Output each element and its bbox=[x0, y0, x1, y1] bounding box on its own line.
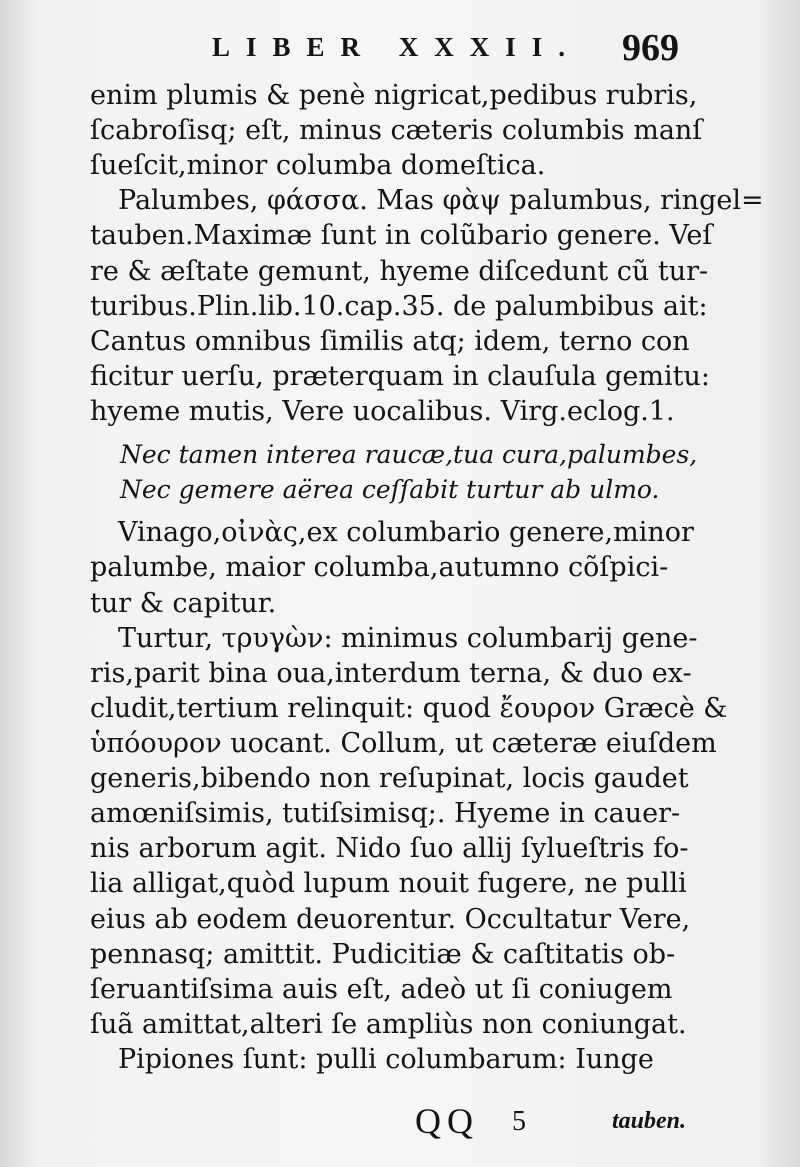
text-line: ὑπόουρον uocant. Collum, ut cæteræ eiuſdem bbox=[90, 728, 717, 759]
text-line: palumbe, maior columba,autumno cõſpici- bbox=[90, 552, 669, 583]
running-title: LIBER XXXII. bbox=[212, 32, 582, 62]
text-line: Pipiones ſunt: pulli columbarum: Iunge bbox=[118, 1044, 654, 1075]
text-line: hyeme mutis, Vere uocalibus. Virg.eclog.1. bbox=[90, 396, 675, 427]
page-number: 969 bbox=[622, 27, 679, 69]
signature-number: 5 bbox=[512, 1106, 526, 1137]
text-line: cludit,tertium relinquit: quod ἔουρον Græcè & bbox=[90, 693, 728, 724]
text-line: re & æſtate gemunt, hyeme diſcedunt cũ tur- bbox=[90, 256, 709, 287]
text-line: lia alligat,quòd lupum nouit fugere, ne pulli bbox=[90, 868, 687, 899]
verse-line: Nec tamen interea raucæ,tua cura,palumbes, bbox=[120, 440, 698, 469]
text-line: ſuã amittat,alteri ſe ampliùs non coniungat. bbox=[90, 1009, 687, 1040]
text-line: Cantus omnibus ſimilis atq; idem, terno con bbox=[90, 326, 690, 357]
signature-mark: QQ bbox=[415, 1101, 479, 1141]
text-line: ſueſcit,minor columba domeſtica. bbox=[90, 150, 546, 181]
text-line: turibus.Plin.lib.10.cap.35. de palumbibus ait: bbox=[90, 291, 708, 322]
text-line: ſcabroſisq; eſt, minus cæteris columbis manſ bbox=[90, 115, 703, 146]
footer bbox=[0, 1100, 800, 1150]
text-line: ficitur uerſu, præterquam in clauſula gemitu: bbox=[90, 361, 710, 392]
text-line: pennasq; amittit. Pudicitiæ & caſtitatis ob- bbox=[90, 939, 676, 970]
text-line: amœniſsimis, tutiſsimisq;. Hyeme in cauer- bbox=[90, 798, 681, 829]
catchword: tauben. bbox=[612, 1108, 687, 1134]
text-line: Turtur, τρυγὼν: minimus columbarij gene- bbox=[118, 623, 698, 654]
text-line: tauben.Maximæ ſunt in colũbario genere. Veſ bbox=[90, 220, 713, 251]
text-line: enim plumis & penè nigricat,pedibus rubris, bbox=[90, 80, 698, 111]
verse-line: Nec gemere aërea ceſſabit turtur ab ulmo. bbox=[120, 475, 660, 504]
text-line: eius ab eodem deuorentur. Occultatur Vere, bbox=[90, 904, 691, 935]
text-line: tur & capitur. bbox=[90, 588, 277, 619]
text-line: Vinago,οἰνὰς,ex columbario genere,minor bbox=[118, 517, 694, 548]
text-line: ſeruantiſsima auis eſt, adeò ut ſi coniugem bbox=[90, 974, 673, 1005]
text-line: nis arborum agit. Nido ſuo allij ſylueſtris fo- bbox=[90, 833, 689, 864]
text-line: ris,parit bina oua,interdum terna, & duo ex- bbox=[90, 658, 692, 689]
text-line: generis,bibendo non reſupinat, locis gaudet bbox=[90, 763, 689, 794]
text-line: Palumbes, φάσσα. Mas φὰψ palumbus, ringel= bbox=[118, 185, 764, 216]
